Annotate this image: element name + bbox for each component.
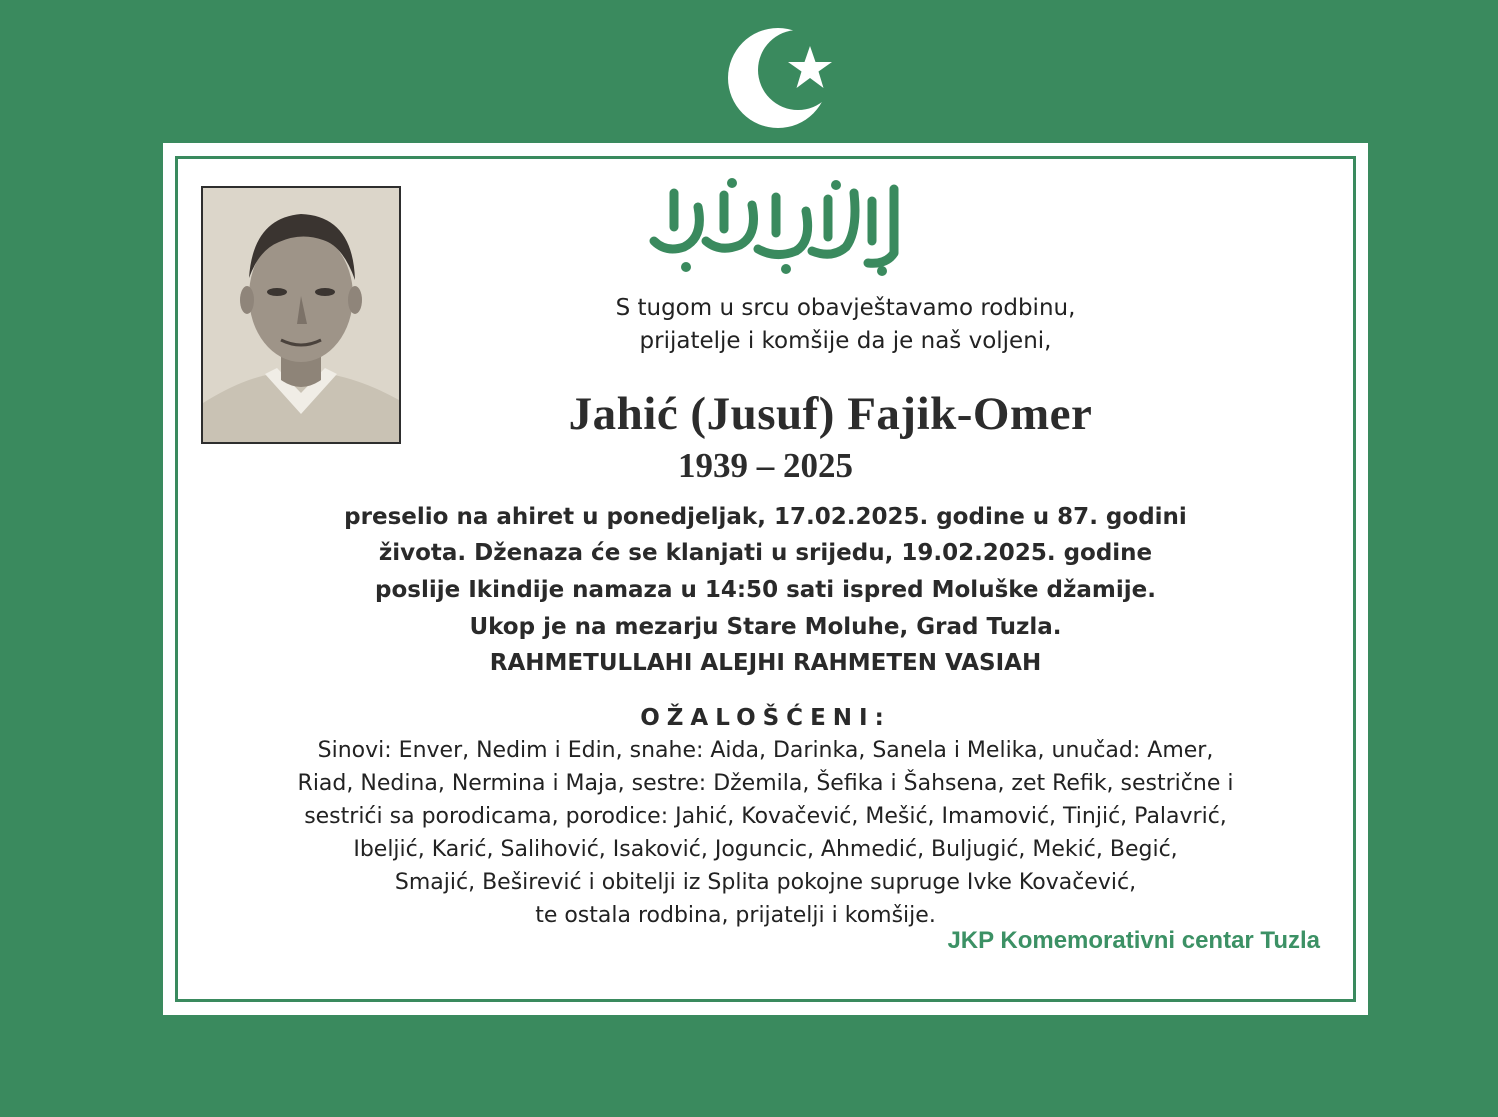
announcement-line-2: života. Dženaza će se klanjati u srijedu, 19.02.2025. godine (378, 540, 1153, 566)
inner-border (175, 156, 1356, 1002)
arabic-calligraphy-icon (636, 171, 916, 281)
announcement-line-4: Ukop je na mezarju Stare Moluhe, Grad Tuzla. (469, 614, 1062, 640)
mourners-line-1: Sinovi: Enver, Nedim i Edin, snahe: Aida, Darinka, Sanela i Melika, unučad: Amer, (317, 738, 1214, 763)
announcement-line-1: preselio na ahiret u ponedjeljak, 17.02.2025. godine u 87. godini (344, 504, 1187, 530)
mourners-line-5: Smajić, Beširević i obitelji iz Splita pokojne supruge Ivke Kovačević, (394, 870, 1137, 895)
obituary-content (178, 159, 1353, 999)
deceased-name: Jahić (Jusuf) Fajik-Omer (568, 388, 1093, 440)
mourners-line-4: Ibeljić, Karić, Salihović, Isaković, Joguncic, Ahmedić, Buljugić, Mekić, Begić, (353, 837, 1178, 862)
mourners-line-2: Riad, Nedina, Nermina i Maja, sestre: Džemila, Šefika i Šahsena, zet Refik, sestrične i (297, 771, 1234, 796)
intro-line-2: prijatelje i komšije da je naš voljeni, (639, 328, 1052, 354)
obituary-card (163, 143, 1368, 1015)
crescent-star-icon (718, 18, 848, 138)
publisher-credit: JKP Komemorativni centar Tuzla (947, 927, 1320, 954)
mourners-line-3: sestrići sa porodicama, porodice: Jahić, Kovačević, Mešić, Imamović, Tinjić, Palavrić, (304, 804, 1227, 829)
prayer-line: RAHMETULLAHI ALEJHI RAHMETEN VASIAH (489, 650, 1042, 676)
announcement-line-3: poslije Ikindije namaza u 14:50 sati ispred Moluške džamije. (375, 577, 1156, 603)
intro-line-1: S tugom u srcu obavještavamo rodbinu, (615, 295, 1076, 321)
deceased-years: 1939 – 2025 (678, 446, 853, 485)
mourners-title: OŽALOŠĆENI: (640, 705, 891, 731)
mourners-line-6: te ostala rodbina, prijatelji i komšije. (535, 903, 936, 928)
